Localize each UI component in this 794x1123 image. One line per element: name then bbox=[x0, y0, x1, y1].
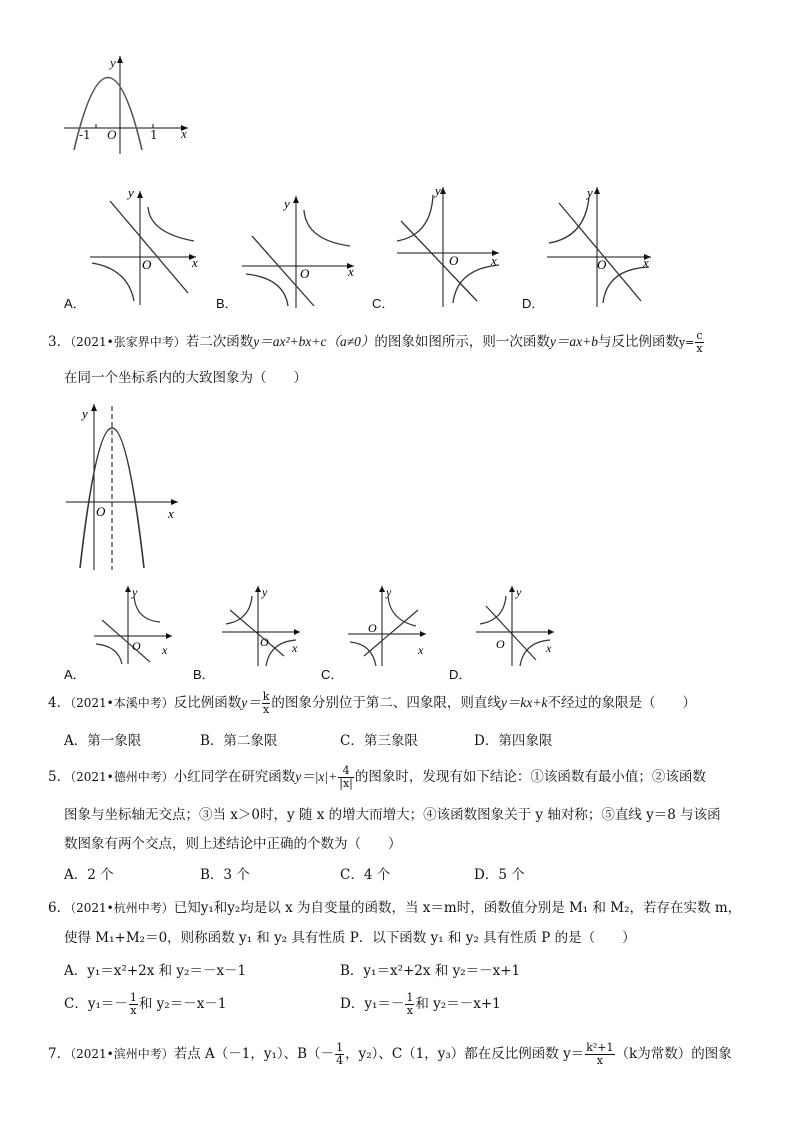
q4-option-a[interactable]: A．第一象限 bbox=[64, 733, 142, 749]
svg-text:y: y bbox=[587, 185, 593, 200]
q4-formula-line: y＝kx+k bbox=[500, 695, 548, 710]
q6-option-d-text: D．y₁＝－ bbox=[340, 996, 405, 1012]
q3-formula-reciprocal: y= bbox=[678, 336, 695, 349]
q4-option-c[interactable]: C．第三象限 bbox=[340, 733, 418, 749]
q5-text: 小红同学在研究函数 bbox=[173, 769, 296, 785]
svg-text:O: O bbox=[449, 253, 459, 268]
frac-num: c bbox=[696, 329, 703, 342]
q6-option-b[interactable]: B．y₁＝x²+2x 和 y₂＝－x+1 bbox=[340, 963, 521, 979]
svg-text:x: x bbox=[643, 255, 649, 270]
q6-option-d[interactable] bbox=[340, 992, 501, 1017]
q4-option-d[interactable]: D．第四象限 bbox=[474, 733, 553, 749]
q6-option-d-fraction bbox=[405, 992, 414, 1017]
q3-formula-linear: y＝ax+b bbox=[549, 334, 598, 349]
frac-num: 4 bbox=[338, 765, 354, 778]
svg-text:y: y bbox=[132, 585, 138, 599]
q4-number: 4． bbox=[48, 695, 71, 711]
q2-graph-b bbox=[240, 190, 360, 310]
q7-fraction-k bbox=[585, 1042, 614, 1067]
frac-num: k bbox=[262, 690, 270, 703]
q5-source: （2021•德州中考） bbox=[70, 770, 174, 784]
q3-text: 的图象如图所示，则一次函数 bbox=[374, 334, 550, 350]
svg-text:O: O bbox=[300, 266, 310, 281]
axis-y-label: y bbox=[110, 55, 116, 70]
svg-text:x: x bbox=[546, 641, 552, 655]
q2-option-c[interactable]: C． bbox=[372, 296, 395, 311]
svg-text:x: x bbox=[292, 641, 298, 655]
svg-text:x: x bbox=[162, 643, 168, 657]
q5-option-a[interactable]: A．2 个 bbox=[64, 867, 114, 883]
q4-stem bbox=[48, 691, 696, 716]
q3-fraction bbox=[695, 330, 703, 355]
q3-option-b[interactable]: B． bbox=[193, 667, 215, 682]
origin-label: O bbox=[107, 127, 117, 142]
q2-option-a[interactable]: A． bbox=[64, 296, 86, 311]
frac-den: x bbox=[596, 1054, 603, 1067]
q7-text: ，y₂）、C（1，y₃）都在反比例函数 y＝ bbox=[345, 1046, 585, 1062]
q5-stem-line1 bbox=[48, 765, 706, 790]
q6-option-c-fraction bbox=[129, 992, 138, 1017]
frac-den: 4 bbox=[336, 1054, 344, 1067]
svg-text:O: O bbox=[597, 257, 607, 272]
q4-source: （2021•本溪中考） bbox=[70, 696, 174, 710]
q2-graph-a bbox=[88, 185, 203, 310]
q5-stem-line3: 数图象有两个交点，则上述结论中正确的个数为（ ） bbox=[64, 836, 402, 852]
svg-text:y: y bbox=[386, 585, 392, 599]
q5-stem-line2: 图象与坐标轴无交点；③当 x＞0时，y 随 x 的增大而增大；④该函数图象关于 y 轴对称；⑤直线 y＝8 与该函 bbox=[64, 807, 721, 823]
frac-num: 1 bbox=[129, 991, 137, 1004]
svg-text:x: x bbox=[348, 264, 354, 279]
q3-option-a[interactable]: A． bbox=[64, 667, 86, 682]
q3-stem-line2: 在同一个坐标系内的大致图象为（ ） bbox=[64, 370, 307, 386]
tick-minus-1: -1 bbox=[79, 128, 91, 142]
frac-den: x bbox=[406, 1004, 413, 1017]
parabola-figure-q3 bbox=[62, 400, 187, 572]
q7-fraction-b bbox=[335, 1042, 344, 1067]
q7-text: （k为常数）的图象 bbox=[615, 1046, 732, 1062]
q3-stem-line1 bbox=[48, 330, 705, 355]
q6-option-d-text: 和 y₂＝－x+1 bbox=[415, 996, 501, 1012]
q6-option-c-text: C．y₁＝－ bbox=[64, 996, 128, 1012]
q6-option-a[interactable]: A．y₁＝x²+2x 和 y₂＝－x－1 bbox=[64, 963, 247, 979]
q5-option-d[interactable]: D．5 个 bbox=[474, 867, 525, 883]
q2-option-b[interactable]: B． bbox=[216, 296, 238, 311]
svg-text:y: y bbox=[128, 185, 134, 200]
q5-option-c[interactable]: C．4 个 bbox=[340, 867, 391, 883]
q7-source: （2021•滨州中考） bbox=[70, 1047, 174, 1061]
q3-option-d[interactable]: D． bbox=[449, 667, 472, 682]
svg-text:y: y bbox=[284, 196, 290, 211]
svg-text:x: x bbox=[168, 506, 174, 521]
frac-den: x bbox=[696, 342, 703, 355]
q3-number: 3． bbox=[48, 334, 71, 350]
q3-text: 若二次函数 bbox=[185, 334, 254, 350]
frac-den: |x| bbox=[339, 777, 353, 790]
q3-graph-c bbox=[346, 582, 432, 668]
tick-1: 1 bbox=[150, 128, 158, 142]
q4-text: 不经过的象限是（ ） bbox=[547, 695, 696, 711]
q4-option-b[interactable]: B．第二象限 bbox=[200, 733, 278, 749]
svg-text:y: y bbox=[516, 585, 522, 599]
svg-text:x: x bbox=[192, 255, 198, 270]
q7-text: 若点 A（－1，y₁）、B（－ bbox=[173, 1046, 335, 1062]
q5-option-b[interactable]: B．3 个 bbox=[200, 867, 250, 883]
q3-source: （2021•张家界中考） bbox=[70, 335, 186, 349]
svg-text:O: O bbox=[96, 504, 106, 519]
svg-text:x: x bbox=[418, 643, 424, 657]
q7-stem-line1 bbox=[48, 1042, 732, 1067]
q3-graph-d bbox=[474, 582, 560, 668]
frac-num: k²+1 bbox=[586, 1041, 614, 1054]
q4-fraction bbox=[262, 691, 271, 716]
axis-x-label: x bbox=[181, 126, 187, 141]
frac-den: x bbox=[262, 703, 270, 716]
q3-formula-quadratic: y＝ax²+bx+c（a≠0） bbox=[253, 334, 375, 349]
q6-option-c[interactable] bbox=[64, 992, 226, 1017]
q6-stem-line2: 使得 M₁+M₂＝0，则称函数 y₁ 和 y₂ 具有性质 P．以下函数 y₁ 和 y₂ 具有性质 P 的是（ ） bbox=[64, 930, 636, 946]
svg-text:O: O bbox=[496, 637, 505, 651]
q2-graph-d bbox=[545, 183, 655, 310]
q2-option-d[interactable]: D． bbox=[522, 296, 545, 311]
q3-graph-a bbox=[92, 582, 176, 666]
q5-formula: y＝|x|+ bbox=[295, 769, 338, 784]
q4-text: 的图象分别位于第二、四象限，则直线 bbox=[271, 695, 501, 711]
svg-text:y: y bbox=[262, 585, 268, 599]
q4-formula: y＝ bbox=[241, 695, 261, 710]
svg-text:y: y bbox=[82, 406, 88, 421]
q6-source: （2021•杭州中考） bbox=[70, 901, 174, 915]
svg-text:O: O bbox=[368, 621, 377, 635]
frac-den: x bbox=[130, 1004, 137, 1017]
q6-option-c-text: 和 y₂＝－x－1 bbox=[138, 996, 227, 1012]
q2-graph-c bbox=[395, 183, 510, 310]
q5-number: 5． bbox=[48, 769, 71, 785]
frac-num: 1 bbox=[336, 1041, 344, 1054]
q5-text: 的图象时，发现有如下结论：①该函数有最小值；②该函数 bbox=[354, 769, 706, 785]
svg-text:O: O bbox=[142, 257, 152, 272]
svg-text:O: O bbox=[132, 639, 141, 653]
svg-text:x: x bbox=[491, 253, 497, 268]
q5-fraction bbox=[338, 765, 354, 790]
q3-option-c[interactable]: C． bbox=[321, 667, 344, 682]
svg-text:y: y bbox=[435, 183, 441, 198]
q3-text: 与反比例函数 bbox=[597, 334, 679, 350]
q4-text: 反比例函数 bbox=[173, 695, 242, 711]
q6-stem-line1 bbox=[48, 899, 741, 917]
q3-graph-b bbox=[220, 582, 306, 668]
frac-num: 1 bbox=[406, 991, 414, 1004]
q7-number: 7． bbox=[48, 1046, 71, 1062]
q6-text: 已知y₁和y₂均是以 x 为自变量的函数，当 x＝m时，函数值分别是 M₁ 和 M₂，若存在实数 m， bbox=[173, 900, 742, 916]
svg-text:O: O bbox=[260, 635, 269, 649]
q6-number: 6． bbox=[48, 900, 71, 916]
